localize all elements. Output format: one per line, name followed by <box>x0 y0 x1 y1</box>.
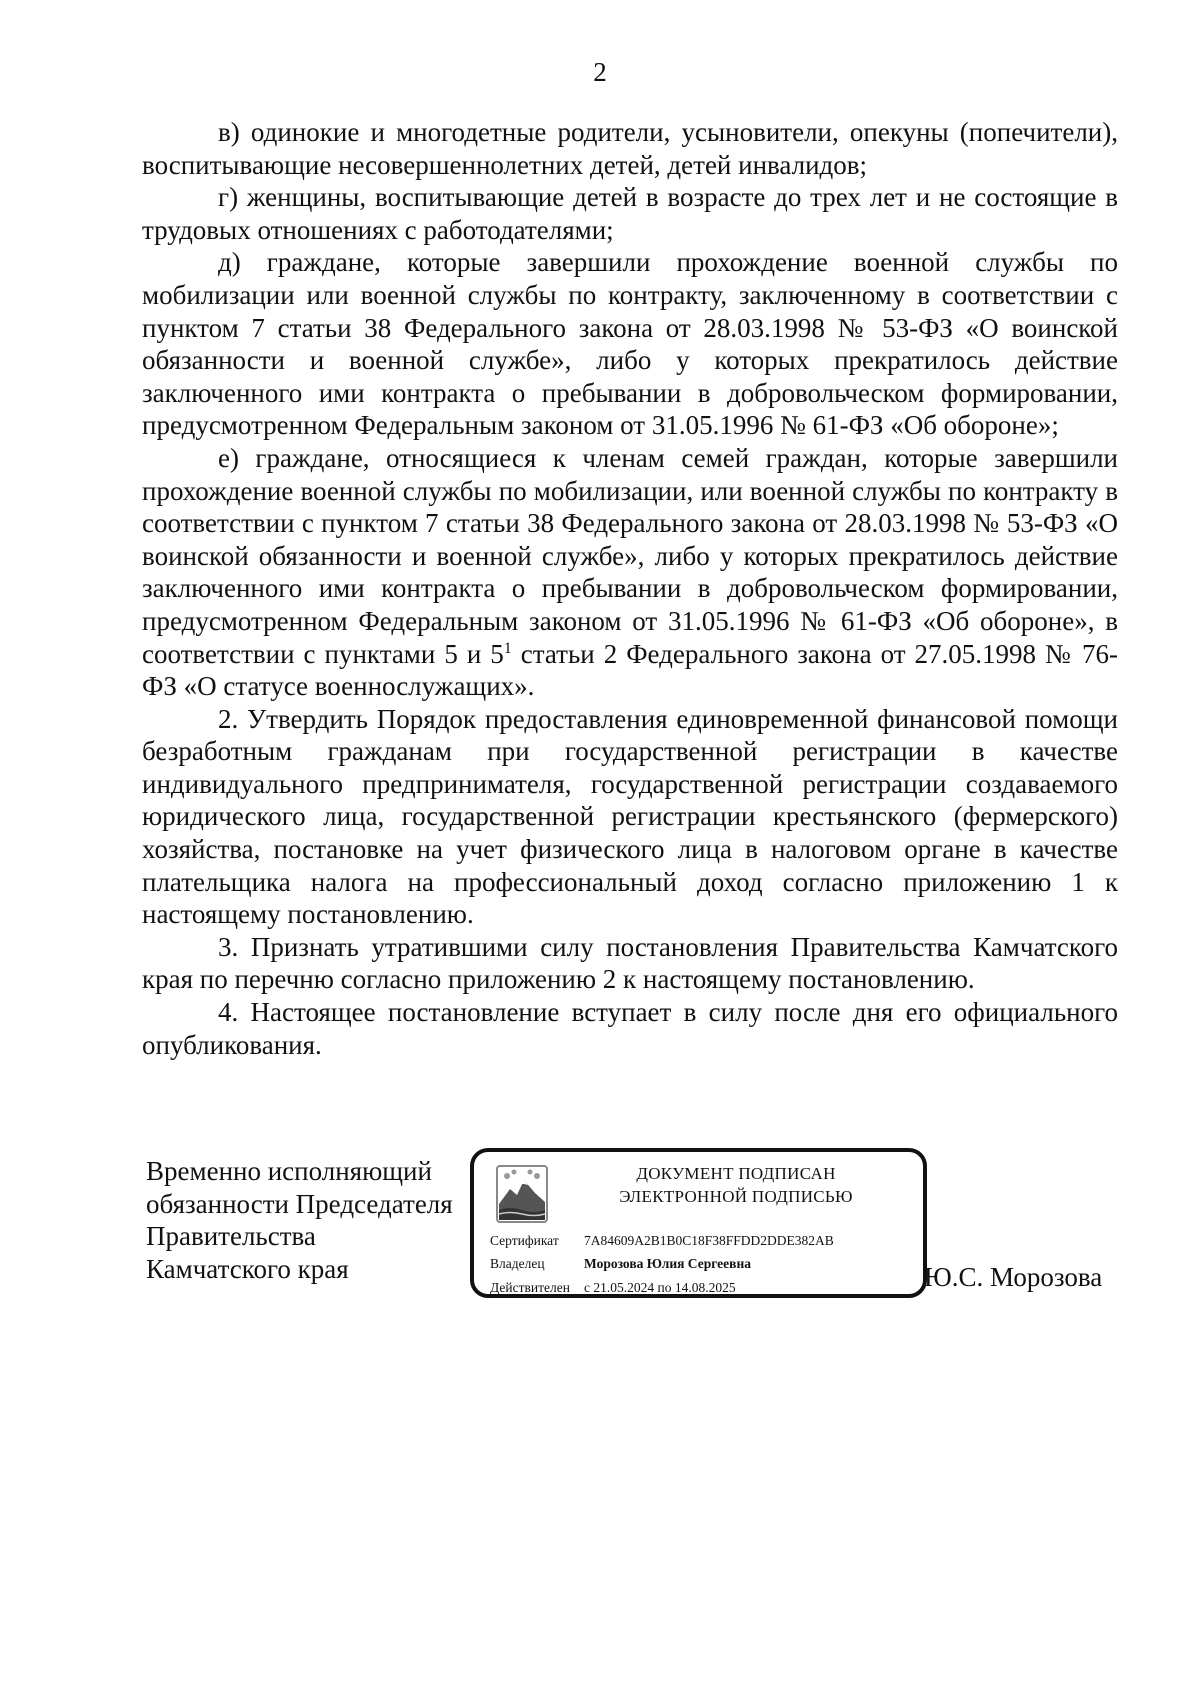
kamchatka-coat-of-arms-icon <box>490 1162 554 1226</box>
signer-title-line: обязанности Председателя <box>146 1188 453 1219</box>
signer-title-line: Камчатского края <box>146 1253 349 1284</box>
paragraph-2: 2. Утвердить Порядок предоставления единовременной финансовой помощи безработным гражданам при государственной регистрации в качестве индивидуального предпринимателя, государственной регистрации создаваемого юридического лица, государственной регистрации крестьянского (фермерского) хозяйства, постановке на учет физического лица в налоговом органе в качестве плательщика налога на профессиональный доход согласно приложению 1 к настоящему постановлению. <box>142 703 1118 930</box>
document-body <box>142 116 1118 1061</box>
signer-title <box>146 1155 476 1285</box>
paragraph-g: г) женщины, воспитывающие детей в возрасте до трех лет и не состоящие в трудовых отношениях с работодателями; <box>142 182 1118 245</box>
stamp-heading-line: ДОКУМЕНТ ПОДПИСАН <box>636 1164 836 1183</box>
validity-label: Действителен <box>490 1280 570 1295</box>
signer-title-line: Правительства <box>146 1221 316 1251</box>
page-number: 2 <box>593 57 607 87</box>
signer-name: Ю.С. Морозова <box>924 1262 1103 1292</box>
signer-title-line: Временно исполняющий <box>146 1156 432 1186</box>
validity-row <box>490 1279 736 1297</box>
certificate-row <box>490 1232 834 1250</box>
owner-label: Владелец <box>490 1256 545 1271</box>
certificate-value: 7A84609A2B1B0C18F38FFDD2DDE382AB <box>584 1233 834 1248</box>
paragraph-3: 3. Признать утратившими силу постановления Правительства Камчатского края по перечню согласно приложению 2 к настоящему постановлению. <box>142 931 1118 995</box>
stamp-heading-line: ЭЛЕКТРОННОЙ ПОДПИСЬЮ <box>619 1187 853 1206</box>
certificate-label: Сертификат <box>490 1233 559 1248</box>
stamp-heading <box>566 1162 906 1208</box>
paragraph-e-part2: статьи 2 Федерального закона от 27.05.1998 № 76-ФЗ «О статусе военнослужащих». <box>142 638 1118 702</box>
owner-value: Морозова Юлия Сергеевна <box>584 1256 751 1271</box>
paragraph-e-part1: е) граждане, относящиеся к членам семей граждан, которые завершили прохождение военной службы по мобилизации, или военной службы по контракту в соответствии с пунктом 7 статьи 38 Федерального закона от 28.03.1998 № 53-ФЗ «О воинской обязанности и военной службе», либо у которых прекратилось действие заключенного ими контракта о пребывании в добровольческом формировании, предусмотренном Федеральным законом от 31.05.1996 № 61-ФЗ «Об обороне», в соответствии с пунктами 5 и 5 <box>142 442 1118 669</box>
paragraph-e <box>142 442 1118 703</box>
paragraph-v: в) одинокие и многодетные родители, усыновители, опекуны (попечители), воспитывающие несовершеннолетних детей, детей инвалидов; <box>142 117 1118 180</box>
paragraph-4: 4. Настоящее постановление вступает в силу после дня его официального опубликования. <box>142 997 1118 1060</box>
owner-row <box>490 1255 751 1273</box>
electronic-signature-stamp <box>470 1148 927 1298</box>
validity-value: с 21.05.2024 по 14.08.2025 <box>584 1280 736 1295</box>
superscript-one: 1 <box>503 639 512 657</box>
paragraph-d: д) граждане, которые завершили прохождение военной службы по мобилизации или военной службы по контракту, заключенному в соответствии с пунктом 7 статьи 38 Федерального закона от 28.03.1998 № 53-ФЗ «О воинской обязанности и военной службе», либо у которых прекратилось действие заключенного ими контракта о пребывании в добровольческом формировании, предусмотренном Федеральным законом от 31.05.1996 № 61-ФЗ «Об обороне»; <box>142 247 1118 441</box>
